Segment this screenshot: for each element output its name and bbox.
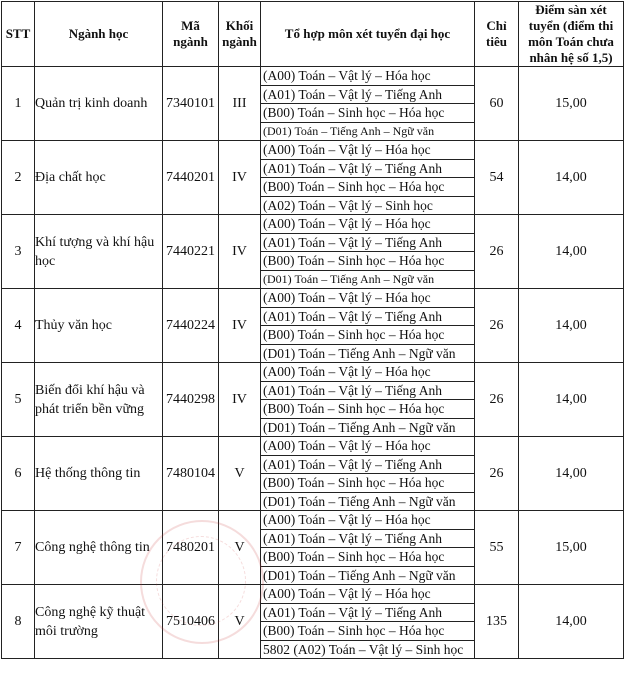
combo-item: (D01) Toán – Tiếng Anh – Ngữ văn <box>263 345 456 361</box>
row-combos <box>261 215 475 289</box>
row-major-code: 7440201 <box>163 141 219 215</box>
row-block: V <box>219 585 261 659</box>
combo-item: (D01) Toán – Tiếng Anh – Ngữ văn <box>263 419 456 435</box>
row-stt: 7 <box>2 511 35 585</box>
row-combos <box>261 363 475 437</box>
row-quota: 135 <box>475 585 519 659</box>
row-major-name: Biến đổi khí hậu và phát triển bền vững <box>35 363 163 437</box>
row-quota: 26 <box>475 289 519 363</box>
row-quota: 60 <box>475 67 519 141</box>
combo-item: (A01) Toán – Vật lý – Tiếng Anh <box>261 308 474 327</box>
row-block: V <box>219 437 261 511</box>
combo-item: (D01) Toán – Tiếng Anh – Ngữ văn <box>263 567 456 583</box>
combo-item: (A00) Toán – Vật lý – Hóa học <box>261 67 474 86</box>
row-major-code: 7480104 <box>163 437 219 511</box>
table-row <box>2 289 624 363</box>
row-quota: 26 <box>475 215 519 289</box>
row-score: 14,00 <box>519 141 624 215</box>
combo-item: (B00) Toán – Sinh học – Hóa học <box>261 252 474 271</box>
row-stt: 1 <box>2 67 35 141</box>
header-code: Mã ngành <box>163 2 219 67</box>
row-score: 15,00 <box>519 511 624 585</box>
row-combos <box>261 67 475 141</box>
combo-item: (A00) Toán – Vật lý – Hóa học <box>261 363 474 382</box>
row-block: IV <box>219 289 261 363</box>
row-stt: 8 <box>2 585 35 659</box>
row-block: V <box>219 511 261 585</box>
row-quota: 26 <box>475 437 519 511</box>
row-combos <box>261 289 475 363</box>
table-row <box>2 511 624 585</box>
row-quota: 26 <box>475 363 519 437</box>
combo-item: (B00) Toán – Sinh học – Hóa học <box>261 548 474 567</box>
header-combos: Tổ hợp môn xét tuyển đại học <box>261 2 475 67</box>
row-major-name: Quản trị kinh doanh <box>35 67 163 141</box>
combo-item: (A00) Toán – Vật lý – Hóa học <box>261 141 474 160</box>
row-score: 14,00 <box>519 437 624 511</box>
combo-item: (D01) Toán – Tiếng Anh – Ngữ văn <box>263 123 435 138</box>
admission-table <box>1 1 624 659</box>
table-row <box>2 141 624 215</box>
table-row <box>2 585 624 659</box>
row-block: IV <box>219 215 261 289</box>
table-row <box>2 437 624 511</box>
combo-item: (B00) Toán – Sinh học – Hóa học <box>261 474 474 493</box>
row-score: 14,00 <box>519 215 624 289</box>
row-major-name: Hệ thống thông tin <box>35 437 163 511</box>
row-stt: 3 <box>2 215 35 289</box>
combo-item: (B00) Toán – Sinh học – Hóa học <box>261 326 474 345</box>
header-quota: Chỉ tiêu <box>475 2 519 67</box>
combo-item: (A00) Toán – Vật lý – Hóa học <box>261 215 474 234</box>
combo-item: (A01) Toán – Vật lý – Tiếng Anh <box>261 160 474 179</box>
row-combos <box>261 437 475 511</box>
combo-item: (A00) Toán – Vật lý – Hóa học <box>261 437 474 456</box>
row-combos <box>261 141 475 215</box>
row-major-code: 7440298 <box>163 363 219 437</box>
combo-item: (B00) Toán – Sinh học – Hóa học <box>261 178 474 197</box>
row-combos <box>261 585 475 659</box>
row-score: 14,00 <box>519 363 624 437</box>
row-score: 15,00 <box>519 67 624 141</box>
row-score: 14,00 <box>519 585 624 659</box>
combo-item: (A02) Toán – Vật lý – Sinh học <box>263 197 433 213</box>
combo-item: (A01) Toán – Vật lý – Tiếng Anh <box>261 530 474 549</box>
row-major-code: 7440224 <box>163 289 219 363</box>
row-stt: 2 <box>2 141 35 215</box>
header-major: Ngành học <box>35 2 163 67</box>
combo-item: (B00) Toán – Sinh học – Hóa học <box>261 622 474 641</box>
combo-item: (D01) Toán – Tiếng Anh – Ngữ văn <box>263 493 456 509</box>
table-row <box>2 67 624 141</box>
table-row <box>2 215 624 289</box>
combo-item: (A00) Toán – Vật lý – Hóa học <box>261 289 474 308</box>
combo-item: (A01) Toán – Vật lý – Tiếng Anh <box>261 604 474 623</box>
row-major-name: Công nghệ thông tin <box>35 511 163 585</box>
row-score: 14,00 <box>519 289 624 363</box>
header-row <box>2 2 624 67</box>
combo-item: (A00) Toán – Vật lý – Hóa học <box>261 511 474 530</box>
combo-item: (A01) Toán – Vật lý – Tiếng Anh <box>261 86 474 105</box>
row-stt: 4 <box>2 289 35 363</box>
row-major-name: Công nghệ kỹ thuật môi trường <box>35 585 163 659</box>
combo-item: (A00) Toán – Vật lý – Hóa học <box>261 585 474 604</box>
combo-item: (B00) Toán – Sinh học – Hóa học <box>261 104 474 123</box>
combo-item: (A01) Toán – Vật lý – Tiếng Anh <box>261 382 474 401</box>
row-major-code: 7340101 <box>163 67 219 141</box>
combo-item: (A01) Toán – Vật lý – Tiếng Anh <box>261 456 474 475</box>
row-major-code: 7440221 <box>163 215 219 289</box>
row-stt: 5 <box>2 363 35 437</box>
row-major-name: Địa chất học <box>35 141 163 215</box>
row-major-name: Thủy văn học <box>35 289 163 363</box>
combo-item: 5802 (A02) Toán – Vật lý – Sinh học <box>263 641 464 657</box>
row-block: IV <box>219 141 261 215</box>
row-stt: 6 <box>2 437 35 511</box>
row-major-code: 7480201 <box>163 511 219 585</box>
row-major-code: 7510406 <box>163 585 219 659</box>
row-block: III <box>219 67 261 141</box>
header-score: Điểm sàn xét tuyển (điểm thi môn Toán chưa nhân hệ số 1,5) <box>519 2 624 67</box>
row-quota: 54 <box>475 141 519 215</box>
row-quota: 55 <box>475 511 519 585</box>
combo-item: (D01) Toán – Tiếng Anh – Ngữ văn <box>263 271 435 286</box>
row-block: IV <box>219 363 261 437</box>
table-body <box>2 67 624 659</box>
row-combos <box>261 511 475 585</box>
combo-item: (B00) Toán – Sinh học – Hóa học <box>261 400 474 419</box>
header-block: Khối ngành <box>219 2 261 67</box>
row-major-name: Khí tượng và khí hậu học <box>35 215 163 289</box>
table-row <box>2 363 624 437</box>
combo-item: (A01) Toán – Vật lý – Tiếng Anh <box>261 234 474 253</box>
header-stt: STT <box>2 2 35 67</box>
